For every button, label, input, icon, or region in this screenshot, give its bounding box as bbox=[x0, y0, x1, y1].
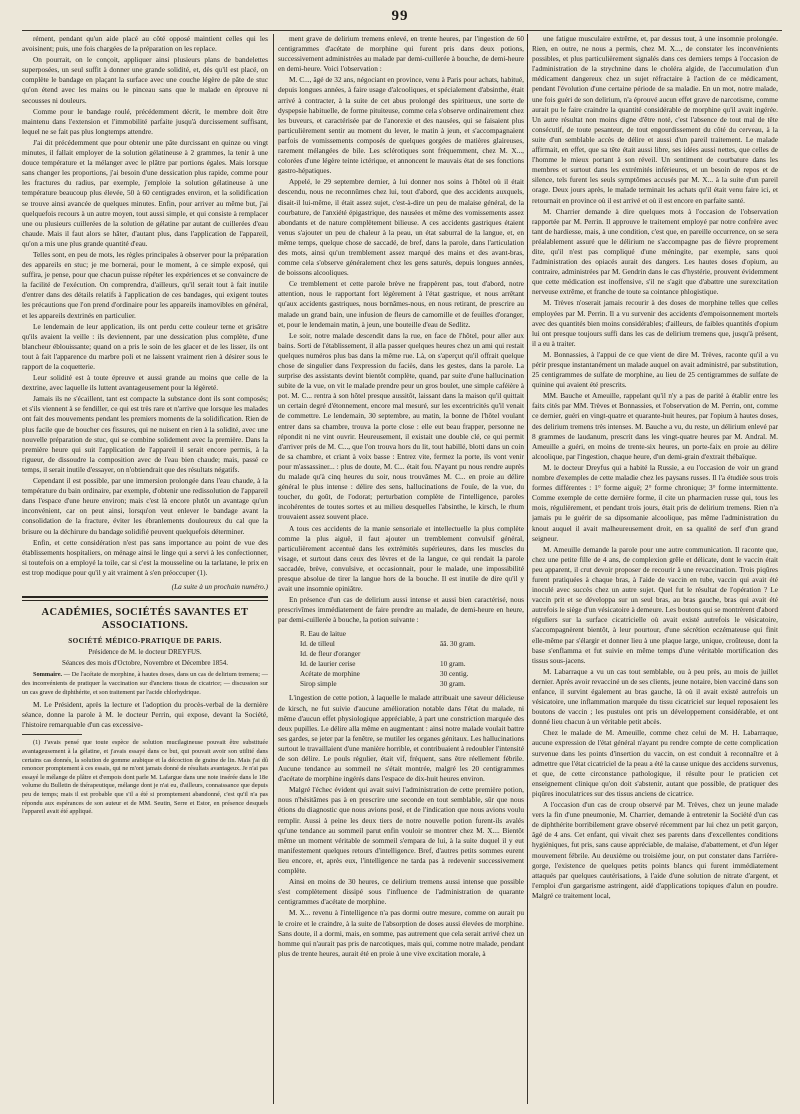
prescription-dose: 10 gram. bbox=[440, 660, 466, 669]
summary-text: — De l'acétate de morphine, à hautes doses, dans un cas de delirium tremens; — des inconvénients de pratiquer la vaccination sur d'anciens tissus de cicatrice; — discussion sur un cas grave de diphthérite, et son traitement par l'acide chlorhydrique. bbox=[22, 671, 268, 696]
prescription-row bbox=[300, 639, 500, 649]
paragraph: Comme pour le bandage roulé, précédemment décrit, le membre doit être maintenu dans l'extension et l'immobilité parfaite jusqu'à durcissement suffisant, lequel ne se fait pas plus longtemps attendre. bbox=[22, 106, 268, 136]
paragraph: Appelé, le 29 septembre dernier, à lui donner nos soins à l'hôtel où il était descendu, nous ne reconnûmes chez lui, tout d'abord, que des accidents auxquels, disait-il lui-même, il était assez sujet, c'est-à-dire un peu de malaise général, de la courbature, de l'anxiété épigastrique, des nausées et même des vomissements assez abondants et de nature complètement bilieuse. A ces accidents gastriques étaient venus s'ajouter un peu de chaleur à la peau, un état saburral de la langue, et, en même temps, quelque chose de saccadé, de bref, dans la parole, dans l'articulation des mots, ainsi qu'un tremblement assez marqué des mains et des avant-bras, comme cela s'observe généralement chez les gens saturés, depuis longues années, de boissons alcooliques. bbox=[278, 177, 524, 278]
prescription-ingredient: Id. de tilleul bbox=[300, 640, 335, 649]
paragraph: M. Charrier demande à dire quelques mots à l'occasion de l'observation rapportée par M. Perrin. Il approuve le traitement employé par notre confrère avec tant de hardiesse, mais, à une condition, c'est que, en pareille occurrence, on se sera préalablement assuré que le délirium ne s'accompagne pas de fièvre proprement dite, qu'il n'est pas compliqué d'une méningite, par exemple, sans quoi l'administration des opiacés aurait des dangers. Les hautes doses d'opium, au contraire, administrées par M. Gendrin dans le cas d'hystérie, prouvent évidemment que cette médication est inoffensive, s'il ne s'agit que d'abattre une surexcitation nerveuse extrême, et franche de toute sa cointance phlogistique. bbox=[532, 206, 778, 297]
column-2 bbox=[278, 34, 524, 1104]
summary-label: Sommaire. bbox=[33, 671, 63, 679]
column-3-body bbox=[532, 34, 778, 901]
paragraph: A l'occasion d'un cas de croup observé par M. Trèves, chez un jeune malade vers la fin d'une pneumonie, M. Charrier, demande à entretenir la Société d'un cas de diphthérite borribilement grave observé récemment par lui chez un petit garçon, âgé de 4 ans. Cet enfant, qui vivait chez ses parents dans d'excellentes conditions hygiéniques, fut pris, sans cause appréciable, de malaise, d'abattement, et d'un léger mouvement fébrile. Au deuxième ou troisième jour, on put constater dans l'arrière-gorge, l'existence de quelques petits points blancs qui furent immédiatement attaqués par quelques cautérisations, à l'aide d'une solution de nitrate d'argent, et l'emploi d'un gargarisme astringent, aidé d'applications topiques d'alun en poudre. Malgré ce traitement local, bbox=[532, 800, 778, 900]
section-divider bbox=[22, 596, 268, 601]
paragraph: L'ingestion de cette potion, à laquelle le malade attribuait une saveur délicieuse de kirsch, ne fut suivie d'aucune amélioration notable dans l'état du malade, ni même d'aucun effet physiologique appréciable, à part une constriction marquée des deux pupilles. Le délire alla même en augmentant : ainsi notre malade voulait battre ses gardes, se jeter par la fenêtre, se mutiler les organes génitaux. Les hallucinations surtout le travaillaient d'une manière horrible, et contribuaient à redoubler l'intensité de son délire. Le pouls régulier, était vif, fréquent, sans être réellement fébrile. Aucune tendance au sommeil ne s'était montrée, malgré les 20 centigrammes d'acétate de morphine ingérés dans l'espace de dix-huit heures environ. bbox=[278, 693, 524, 784]
column-1 bbox=[22, 34, 268, 1104]
column-divider bbox=[273, 34, 274, 1104]
paragraph: rément, pendant qu'un aide placé au côté opposé maintient celles qui les avoisinent; puis, une fois chargées de la préparation on les replace. bbox=[22, 34, 268, 54]
prescription-dose: 30 centig. bbox=[440, 670, 469, 679]
paragraph: Telles sont, en peu de mots, les règles principales à observer pour la préparation des appareils en stuc; je me bornerai, pour le moment, à ce simple exposé, qui suffira, je pense, pour que chacun puisse répéter les expériences et se convaincre de la facilité de l'exécution. On comprendra, d'ailleurs, qu'il serait tout à fait inutile d'entrer dans des détails relatifs à l'application de ces bandages, qui exigent toutes les précautions que l'on prend d'ordinaire pour les appareils inamovibles en général, et les appareils dextrinés en particulier. bbox=[22, 249, 268, 320]
paragraph: M. Labarraque a vu un cas tout semblable, ou à peu près, au mois de juillet dernier. Après avoir revacciné un de ses clients, jeune notaire, bien vacciné dans son enfance, il survint également au bras gauche, là où il avait existé autrefois un vésicatoire, une inflammation marquée du tissu cicatriciel sur lequel reposaient les boutons de vaccin ; les pustules ont pris un développement considérable, et ont donné lieu chacun à un véritable petit abcès. bbox=[532, 666, 778, 727]
column-3 bbox=[532, 34, 778, 1104]
paragraph: M. le docteur Dreyfus qui a habité la Russie, a eu l'occasion de voir un grand nombre d'exemples de cette maladie chez les paysans russes. Il l'a étudiée sous trois formes différentes : 1° forme aiguë; 2° forme chronique; 3° forme intermittente. Comme exemple de cette dernière forme, il cite un pharmacien russe qui, tous les mois, régulièrement, et pendant trois jours, était pris de delirium tremens. Rien n'a jamais pu le guérir de sa dipsomanie alcoolique, pas même l'administration du knout auquel il avait malheureusement droit, en sa qualité de serf d'un grand seigneur. bbox=[532, 462, 778, 543]
prescription-ingredient: Id. de fleur d'oranger bbox=[300, 650, 361, 659]
column-2-body-after bbox=[278, 693, 524, 958]
paragraph: Malgré l'échec évident qui avait suivi l'administration de cette première potion, nous n'hésitâmes pas à en prescrire une seconde en tout semblable, sûr que nous étions du diagnostic que nous avions posé, et de l'indication que nous avions voulu remplir. Aussi à peine les deux tiers de notre nouvelle potion furent-ils avalés qu'une tendance au sommeil parut enfin vouloir se montrer chez M. X.... Bientôt même un moment véritable de sommeil s'empara de lui, à la suite duquel il y eut manifestement quelques retours d'intelligence. Bref, d'autres petits sommes eurent lieu encore, et, après eux, l'intelligence ne tarda pas à redevenir successivement complète. bbox=[278, 785, 524, 876]
prescription-dose bbox=[440, 649, 500, 659]
continuation-note: (La suite à un prochain numéro.) bbox=[171, 581, 268, 591]
presidency-line: Présidence de M. le docteur DREYFUS. bbox=[88, 648, 202, 657]
footnote: (1) J'avais pensé que toute espèce de solution mucilagineuse pouvait être substituée avantageusement à la gélatine, et j'avais essayé dans ce but, qui pouvait avoir son utilité dans certains cas donnés, la solution de gomme arabique et la décoction de graine de lin. Mais j'ai dû renoncer promptement à ces essais, qui ne m'ont jamais donné de résultats avantageux. Je n'ai pas essayé le mélange de plâtre et d'empois dont parle M. Lafargue dans une note insérée dans le 18e volume du Bulletin de thérapeutique, mélange dont je n'ai eu, d'ailleurs, connaissance que depuis peu de temps; mais il est probable que s'il a été si promptement abandonné, c'est qu'il n'a pas répondu aux espérances de son auteur et de MM. Seutin, Serre et Estor, en présence desquels l'appareil avait été appliqué. bbox=[22, 739, 268, 816]
paragraph: En présence d'un cas de delirium aussi intense et aussi bien caractérisé, nous prescrivîmes immédiatement de faire prendre au malade, de demi-heure en heure, par demi-cuillerée à bouche, la potion suivante : bbox=[278, 595, 524, 625]
prescription-row bbox=[300, 679, 500, 689]
header-rule bbox=[22, 30, 782, 31]
paragraph: ment grave de delirium tremens enlevé, en trente heures, par l'ingestion de 60 centigrammes d'acétate de morphine qui furent pris dans deux potions, successivement administrées au malade par demi-cuillerée à bouche, de demi-heure en demi-heure. Voici l'observation : bbox=[278, 34, 524, 74]
paragraph: M. C..., âgé de 32 ans, négociant en province, venu à Paris pour achats, habitué, depuis longues années, à faire usage d'alcooliques, et spécialement d'absinthe, était arrivé à contracter, à la suite de cet abus prolongé des spiritueux, une sorte de dyspepsie habituelle, de forme pituiteuse, comme cela s'observe ordinairement chez les buveurs, et caractérisée par de l'anorexie et des nausées, qui se faisaient plus particulièrement sentir au moment du lever, le matin à jeun, et s'accompagnaient parfois de vomissements composés de quelques gorgées de matières glaireuses, rarement mélangées de bile. Les sclérotiques sont fréquemment, chez M. X..., colorées d'une légère teinte ictérique, et annoncent le mauvais état de ses fonctions gastro-hépatiques. bbox=[278, 75, 524, 176]
paragraph: M. Trèves n'oserait jamais recourir à des doses de morphine telles que celles employées par M. Perrin. Il a vu survenir des accidents d'empoisonnement mortels avec des quantités bien moins considérables; d'ailleurs, de faibles quantités d'opium lui ont presque toujours suffi dans les cas de delirium tremens que, jusqu'à présent, il a eu à traiter. bbox=[532, 298, 778, 348]
paragraph: Le soir, notre malade descendit dans la rue, en face de l'hôtel, pour aller aux bains. Sorti de l'établissement, il alla passer quelques heures chez un ami qui restait quelques numéros plus bas dans la même rue. Là, on s'aperçut qu'il offrait quelque chose de singulier dans l'expression du faciès, dans les gestes, dans la parole. La surprise des assistants devint bientôt complète, quand, par suite d'une hallucination subite de la vue, on vit le malade prendre peur un gros boulet, une simple caféière à pot. M. C... rentra à son hôtel presque aussitôt, laissant dans la maison qu'il quittait un certain degré d'étonnement, encore mal mesuré, sur les excentricités qu'il venait de commettre. Le lendemain, 30 septembre, au matin, la bonne de l'hôtel voulant entrer dans sa chambre, trouva la porte close : elle eut beau frapper, personne ne répondit ni ne vint ouvrir. Heureusement, il existait une double clé, ce qui permit d'arriver près de M. C..., que l'on trouva hors du lit, tout habillé, blotti dans un coin de sa chambre, et criant à voix basse : Entrez vite, fermez la porte, ils vont venir pour m'assassiner... : plus de doute, M. C... était fou. N'ayant pu nous rendre auprès du malade qu'à cinq heures du soir, nous trouvâmes M. C... en proie au délire général le plus intense : délire des sens, hallucinations de l'ouïe, de la vue, du toucher, du goût, de l'odorat; perturbation complète de l'intelligence, paroles incohérentes de toutes sortes et au milieu desquelles l'absinthe, le kirsch, le rhum trouvaient assez souvent place. bbox=[278, 330, 524, 522]
session-dates: Séances des mois d'Octobre, Novembre et Décembre 1854. bbox=[62, 659, 228, 668]
paragraph: M. Bonnassies, à l'appui de ce que vient de dire M. Trèves, raconte qu'il a vu périr presque instantanément un malade auquel on avait administré, par substitution, 25 centigrammes de sulfate de morphine, au lieu de 25 centigrammes de sulfate de quinine qui avaient été prescrits. bbox=[532, 349, 778, 390]
prescription bbox=[300, 629, 500, 689]
prescription-dose: 30 gram. bbox=[440, 680, 466, 689]
paragraph: Leur solidité est à toute épreuve et aussi grande au moins que celle de la dextrine, avec laquelle ils luttent avantageusement pour la légèreté. bbox=[22, 373, 268, 393]
paragraph: Enfin, et cette considération n'est pas sans importance au point de vue des établissements hospitaliers, on ménage ainsi le linge qui a servi à les confectionner, si toutefois on a employé la toile, car si c'est la mousseline ou la tarlatane, le prix en est trop modique pour qu'il y ait vraiment à s'en préoccuper (1). bbox=[22, 537, 268, 577]
paragraph: MM. Bauche et Ameuille, rappelant qu'il n'y a pas de parité à établir entre les faits cités par MM. Trèves et Bonnassies, et l'observation de M. Perrin, ont, comme ce dernier, guéri en vingt-quatre et quarante-huit heures, par l'opium à hautes doses, des delirium tremens très intenses. M. Bauche a vu, du reste, un délirium enlevé par 8 grammes de laudanum, prescrit dans les vingt-quatre heures par M. Andral. M. Ameuille a guéri, en moins de trente-six heures, un porte-faix en proie au délire alcoolique, par l'ingestion, chaque heure, d'un demi-grain d'extrait thébaïque. bbox=[532, 391, 778, 461]
section-header: ACADÉMIES, SOCIÉTÉS SAVANTES ET ASSOCIATIONS. bbox=[41, 607, 249, 632]
paragraph: A tous ces accidents de la manie sensoriale et intellectuelle la plus complète comme la plus aiguë, il faut ajouter un tremblement convulsif général, particulièrement accentué dans les extrémités supérieures, dans les muscles du visage, et surtout dans ceux des lèvres et de la langue, ce qui rendait la parole saccadée, brève, convulsive, et occasionnait, pour le malade, une impossibilité presque absolue de tirer la langue hors de la bouche. Il est inutile de dire qu'il y avait une insomnie opiniâtre. bbox=[278, 523, 524, 594]
prescription-ingredient: R. Eau de laitue bbox=[300, 630, 346, 639]
column-1-body bbox=[22, 34, 268, 578]
paragraph: M. X... revenu à l'intelligence n'a pas dormi outre mesure, comme on aurait pu le croire et le craindre, à la suite de l'absorption de doses aussi élevées de morphine. Sans doute, il a dormi, mais, en somme, pas autrement que cela serait arrivé chez un homme qui n'aurait pas pris de narcotiques, mais qui, comme notre malade, pendant plus de trente heures, aurait été en proie à une vive excitation morale, à bbox=[278, 908, 524, 958]
prescription-ingredient: Id. de laurier cerise bbox=[300, 660, 356, 669]
prescription-row bbox=[300, 659, 500, 669]
paragraph: Cependant il est possible, par une immersion prolongée dans l'eau chaude, à la température du bain ordinaire, par exemple, d'obtenir une redissolution de l'appareil dans l'espace d'une heure environ; mais c'est là encore plutôt un avantage qu'un inconvénient, car on peut ainsi, lorsqu'on veut enlever le bandage avant la consolidation de la fracture, éviter les ébranlements douloureux du cal que la brisure ou la déchirure du bandage solidifié peuvent quelquefois déterminer. bbox=[22, 476, 268, 536]
prescription-ingredient: Acétate de morphine bbox=[300, 670, 360, 679]
column-2-body bbox=[278, 34, 524, 625]
summary bbox=[22, 671, 268, 697]
page-number: 99 bbox=[391, 8, 409, 24]
society-name: SOCIÉTÉ MÉDICO-PRATIQUE DE PARIS. bbox=[68, 637, 222, 646]
president-paragraph: M. Le Président, après la lecture et l'adoption du procès-verbal de la dernière séance, donne la parole à M. le docteur Perrin, qui expose, devant la Société, l'histoire remarquable d'un cas excessive- bbox=[22, 700, 268, 730]
paragraph: J'ai dit précédemment que pour obtenir une pâte durcissant en quinze ou vingt minutes, il fallait employer de la solution gélatineuse à 2 grammes, la tenir à une douce température et la mélanger avec le plâtre par portions égales. Mais lorsque sans changer les proportions, j'ai besoin d'une dessication plus rapide, comme pour les fractures du radius, par exemple, j'emploie la solution gélatineuse à une température beaucoup plus élevée, 50 à 60 centigrades environ, et la solidification se trouve ainsi avancée de quelques minutes. Enfin, pour arriver au même but, j'ai quelquefois recours à un autre moyen, tout aussi simple, et qui consiste à remplacer une ou plusieurs cuillerées de la solution de gélatine par autant de cuillerées d'eau chaude. Mais il faut alors se hâter, d'autant plus, dans l'application de l'appareil, qu'on a mis une plus grande quantité d'eau. bbox=[22, 137, 268, 248]
paragraph: Ainsi en moins de 30 heures, ce delirium tremens aussi intense que possible s'est complètement dissipé sous l'influence de l'administration de quarante centigrammes d'acétate de morphine. bbox=[278, 877, 524, 907]
prescription-dose: āā. 30 gram. bbox=[440, 640, 476, 649]
paragraph: On pourrait, on le conçoit, appliquer ainsi plusieurs plans de bandelettes superposées, un seul suffit à donner une grande solidité, et, dès qu'il est placé, on complète le bandage en plaçant la surface avec une couche légère de pâte de stuc qu'on étend avec les mains ou le pinceau sans que le malade en éprouve ni secousses ni douleurs. bbox=[22, 55, 268, 105]
prescription-row bbox=[300, 629, 500, 639]
prescription-dose bbox=[440, 629, 500, 639]
paragraph: M. Ameuille demande la parole pour une autre communication. Il raconte que, chez une petite fille de 4 ans, de complexion grêle et délicate, dont le vaccin était peu apparent, il crut devoir proposer de recourir à une revaccination. Trois piqûres furent pratiquées à chaque bras, à l'aide de vaccin en tube, vaccin qui avait été inoculé avec succès chez un autre sujet. Quel fut le résultat de l'opération ? Le vaccin prit et se développa sur un seul bras, au bras gauche, bras qui avait été autrefois le siège d'un vésicatoire à demeure. Les boutons qui se montrèrent d'abord réguliers sur la surface cicatricielle où avait existé autrefois le vésicatoire, s'accompagnèrent bientôt, à leur pourtour, d'une sécrétion eczémateuse qui finit elle-même par s'élargir et donner lieu à une plaque large, unique, croûteuse, dont la base s'enflamma et fut suivie en même temps d'une véritable mortification des tissus sous-jacens. bbox=[532, 544, 778, 665]
prescription-row bbox=[300, 649, 500, 659]
paragraph: Jamais ils ne s'écaillent, tant est compacte la substance dont ils sont composés; et s'ils viennent à se fendiller, ce qui est très rare et n'arrive que lorsque les malades ont fait des mouvements pendant les premiers moments de la solidification. Rien de plus facile que de boucher ces fissures, qui ne nuisent en rien à la solidité, avec une nouvelle préparation de stuc, qui se combine solidement avec la première. Dans la première heure qui suit l'application de l'appareil il serait encore permis, à la rigueur, de dissoudre la composition avec de l'eau bien chaude; mais, passé ce temps, il serait inutile d'essayer, on n'obtiendrait que des résultats négatifs. bbox=[22, 394, 268, 474]
paragraph: Chez le malade de M. Ameuille, comme chez celui de M. H. Labarraque, aucune expression de l'état général n'ayant pu rendre compte de cette complication survenue dans les points d'insertion du vaccin, on est conduit à reconnaître et à admettre que l'état cicatriciel de la peau a été la cause unique des accidens survenus, et que, de cette circonstance pathologique, il résulte pour le praticien cet enseignement clinique qu'on doit s'abstenir, autant que possible, de pratiquer des piqûres inoculatrices sur des tissus anciens de cicatrice. bbox=[532, 728, 778, 798]
prescription-row bbox=[300, 669, 500, 679]
paragraph: Ce tremblement et cette parole brève ne frappèrent pas, tout d'abord, notre attention, nous le rapportant fort légèrement à l'état gastrique, et nous arrêtant qu'aux accidents gastriques, nous bornâmes-nous, en nous retirant, de prescrire au malade un grand bain, une infusion de fleurs de camomille et de feuilles d'oranger, et, pour le lendemain matin, à jeun, une bouteille d'eau de Sedlitz. bbox=[278, 279, 524, 329]
prescription-ingredient: Sirop simple bbox=[300, 680, 337, 689]
column-divider bbox=[527, 34, 528, 1104]
paragraph: une fatigue musculaire extrême, et, par dessus tout, à une insomnie prolongée. Rien, en outre, ne nous a permis, chez M. X..., de constater les inconvénients possibles, et plus particulièrement signalés dans ces derniers temps à l'occasion de l'administration de la strychnine dans le choléra algide, de l'accumulation d'un médicament dangereux chez un sujet réfractaire à l'action de ce médicament, pendant l'évolution d'une certaine période de sa maladie. En un mot, notre malade, une fois guéri de son delirium, n'a éprouvé aucun effet grave de narcotisme, comme aurait pu le faire craindre la quantité considérable de morphine qu'il avait ingérée. Un autre résultat non moins digne d'être noté, c'est l'absence de tout mal de tête consécutif, de toute pesanteur, de tout engourdissement du côté du cerveau, à la suite d'un semblable accès de délire et aussi d'un pareil traitement. Le malade affirmait, en effet, que sa tête était aussi libre, ses idées aussi nettes, que celles de l'homme le mieux portant à son réveil. Un sentiment de courbature dans les membres et surtout dans les extrémités inférieures, et un besoin de repos et de silence, tels furent les seuls symptômes accusés par M. X... à la suite d'un pareil orage. Deux jours après, le malade terminait les achats qu'il était venu faire ici, et retournait en province où il est arrivé et où il est encore en parfaite santé. bbox=[532, 34, 778, 205]
paragraph: Le lendemain de leur application, ils ont perdu cette couleur terne et grisâtre qu'ils avaient la veille : ils deviennent, par une dessication plus complète, d'une blancheur éblouissante; quand on a pris le soin de les glacer et de les lisser, ils ont tout à fait l'apparence du marbre poli et ne laissent vraiment rien à désirer sous le rapport de la coquetterie. bbox=[22, 321, 268, 371]
footnote-rule bbox=[22, 734, 82, 735]
